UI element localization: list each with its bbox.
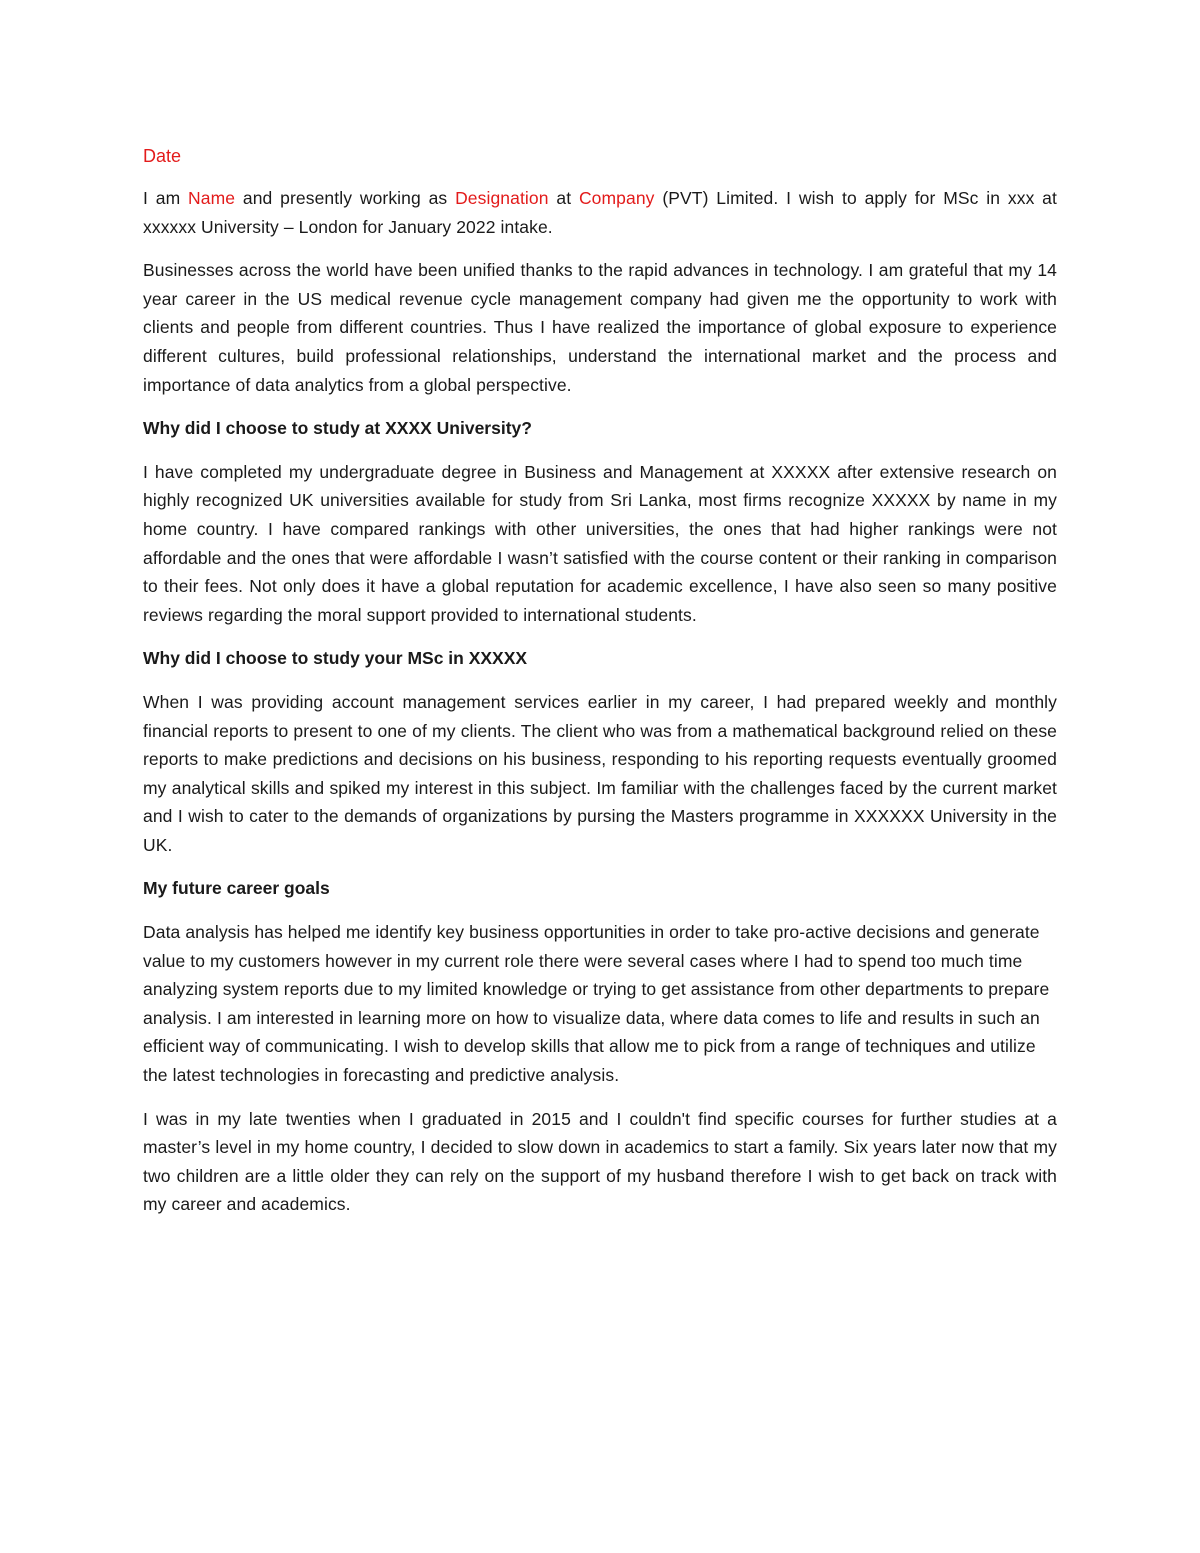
intro-text-3: at bbox=[548, 188, 579, 208]
msc-paragraph: When I was providing account management services earlier in my career, I had prepared weekly and monthly financial reports to present to one of my clients. The client who was from a mathematical background relied on these reports to make predictions and decisions on his business, responding to his reporting requests eventually groomed my analytical skills and spiked my interest in this subject. Im familiar with the challenges faced by the current market and I wish to cater to the demands of organizations by pursing the Masters programme in XXXXXX University in the UK. bbox=[143, 691, 1057, 855]
name-placeholder: Name bbox=[188, 188, 236, 208]
intro-text-2: and presently working as bbox=[235, 188, 456, 208]
intro-paragraph bbox=[143, 184, 1057, 241]
msc-heading: Why did I choose to study your MSc in XXXXX bbox=[143, 648, 528, 669]
intro-text-4: (PVT) Limited. I wish to apply for MSc in xxx at xxxxxx University – London for January 2022 intake. bbox=[143, 188, 1057, 237]
university-paragraph: I have completed my undergraduate degree in Business and Management at XXXXX after extensive research on highly recognized UK universities available for study from Sri Lanka, most firms recognize XXXXX by name in my home country. I have compared rankings with other universities, the ones that had higher rankings were not affordable and the ones that were affordable I wasn’t satisfied with the course content or their ranking in comparison to their fees. Not only does it have a global reputation for academic excellence, I have also seen so many positive reviews regarding the moral support provided to international students. bbox=[143, 461, 1057, 625]
designation-placeholder: Designation bbox=[455, 188, 549, 208]
document-page bbox=[143, 142, 1057, 1234]
company-placeholder: Company bbox=[578, 188, 655, 208]
career-goals-paragraph: Data analysis has helped me identify key business opportunities in order to take pro-active decisions and generate value to my customers however in my current role there were several cases where I had to spend too much time analyzing system reports due to my limited knowledge or trying to get assistance from other departments to prepare analysis. I am interested in learning more on how to visualize data, where data comes to life and results in such an efficient way of communicating. I wish to develop skills that allow me to pick from a range of techniques and utilize the latest technologies in forecasting and predictive analysis. bbox=[143, 922, 1050, 1086]
global-exposure-paragraph: Businesses across the world have been unified thanks to the rapid advances in technology. I am grateful that my 14 year career in the US medical revenue cycle management company had given me the opportunity to work with clients and people from different countries. Thus I have realized the importance of global exposure to experience different cultures, build professional relationships, understand the international market and the process and importance of data analytics from a global perspective. bbox=[143, 260, 1057, 395]
university-heading: Why did I choose to study at XXXX University? bbox=[143, 418, 532, 439]
intro-text-1: I am bbox=[143, 188, 189, 208]
date-placeholder: Date bbox=[143, 146, 182, 166]
career-goals-heading: My future career goals bbox=[143, 878, 330, 899]
personal-paragraph: I was in my late twenties when I graduated in 2015 and I couldn't find specific courses for further studies at a master’s level in my home country, I decided to slow down in academics to start a family. Six years later now that my two children are a little older they can rely on the support of my husband therefore I wish to get back on track with my career and academics. bbox=[143, 1108, 1057, 1215]
